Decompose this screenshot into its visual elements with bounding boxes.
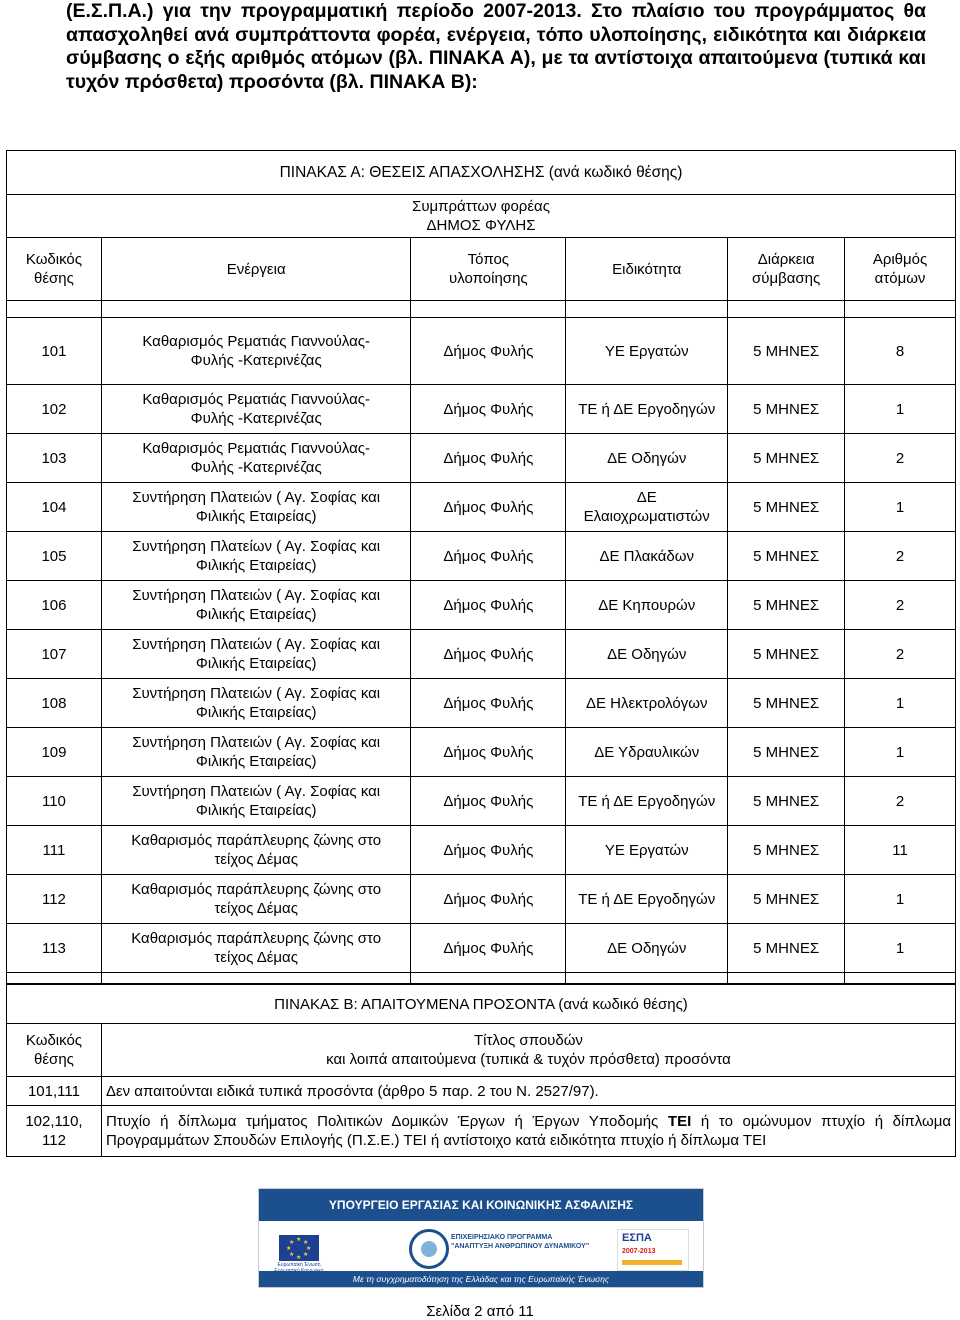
table-row — [7, 924, 956, 973]
header-activity: Ενέργεια — [101, 238, 411, 301]
specialty-cell: ΔΕ Οδηγών — [566, 630, 728, 679]
duration-cell: 5 ΜΗΝΕΣ — [728, 728, 845, 777]
activity-cell: Συντήρηση Πλατειών ( Αγ. Σοφίας και Φιλικής Εταιρείας) — [101, 630, 411, 679]
table-b-header-row — [7, 1024, 956, 1077]
espa-label: ΕΣΠΑ — [622, 1232, 652, 1244]
duration-cell: 5 ΜΗΝΕΣ — [728, 630, 845, 679]
qualification-text: Πτυχίο ή δίπλωμα τμήματος Πολιτικών Δομικών Έργων ή Έργων Υποδομής ΤΕΙ ή το ομώνυμον πτυχίο ή δίπλωμα Προγραμμάτων Σπουδών Επιλογής (Π.Σ.Ε.) ΤΕΙ ή αντίστοιχο κατά ειδικότητα πτυχίο ή δίπλωμα ΤΕΙ — [101, 1106, 955, 1157]
count-cell: 2 — [845, 434, 956, 483]
duration-cell: 5 ΜΗΝΕΣ — [728, 875, 845, 924]
table-row — [7, 434, 956, 483]
place-cell: Δήμος Φυλής — [411, 318, 566, 385]
place-cell: Δήμος Φυλής — [411, 581, 566, 630]
cofunding-text: Με τη συγχρηματοδότηση της Ελλάδας και της Ευρωπαϊκής Ένωσης — [259, 1271, 703, 1287]
table-row — [7, 728, 956, 777]
table-a-positions — [6, 150, 956, 984]
table-a-header-row — [7, 238, 956, 301]
program-emblem-icon — [409, 1229, 449, 1269]
header-duration: Διάρκεια σύμβασης — [728, 238, 845, 301]
specialty-cell: ΔΕ Οδηγών — [566, 434, 728, 483]
specialty-cell: ΥΕ Εργατών — [566, 826, 728, 875]
position-code: 104 — [7, 483, 102, 532]
ministry-title: ΥΠΟΥΡΓΕΙΟ ΕΡΓΑΣΙΑΣ ΚΑΙ ΚΟΙΝΩΝΙΚΗΣ ΑΣΦΑΛΙΣΗΣ — [259, 1189, 703, 1221]
specialty-cell: ΔΕ Ελαιοχρωματιστών — [566, 483, 728, 532]
place-cell: Δήμος Φυλής — [411, 924, 566, 973]
count-cell: 1 — [845, 679, 956, 728]
duration-cell: 5 ΜΗΝΕΣ — [728, 385, 845, 434]
table-row — [7, 1077, 956, 1106]
partner-name: ΔΗΜΟΣ ΦΥΛΗΣ — [426, 217, 536, 234]
count-cell: 8 — [845, 318, 956, 385]
count-cell: 2 — [845, 630, 956, 679]
table-row — [7, 581, 956, 630]
position-code: 102 — [7, 385, 102, 434]
duration-cell: 5 ΜΗΝΕΣ — [728, 826, 845, 875]
program-name: ΕΠΙΧΕΙΡΗΣΙΑΚΟ ΠΡΟΓΡΑΜΜΑ "ΑΝΑΠΤΥΞΗ ΑΝΘΡΩΠΙΝΟΥ ΔΥΝΑΜΙΚΟΥ" — [451, 1234, 590, 1250]
qualification-text: Δεν απαιτούνται ειδικά τυπικά προσόντα (άρθρο 5 παρ. 2 του Ν. 2527/97). — [101, 1077, 955, 1106]
table-b-header-requirements: Τίτλος σπουδών και λοιπά απαιτούμενα (τυπικά & τυχόν πρόσθετα) προσόντα — [101, 1024, 955, 1077]
activity-cell: Καθαρισμός Ρεματιάς Γιαννούλας- Φυλής -Κατερινέζας — [101, 385, 411, 434]
position-code: 103 — [7, 434, 102, 483]
position-code: 106 — [7, 581, 102, 630]
specialty-cell: ΔΕ Πλακάδων — [566, 532, 728, 581]
activity-cell: Καθαρισμός παράπλευρης ζώνης στο τείχος Δέμας — [101, 826, 411, 875]
place-cell: Δήμος Φυλής — [411, 777, 566, 826]
activity-cell: Συντήρηση Πλατειών ( Αγ. Σοφίας και Φιλικής Εταιρείας) — [101, 483, 411, 532]
table-a-partner — [7, 195, 956, 238]
table-row — [7, 777, 956, 826]
place-cell: Δήμος Φυλής — [411, 875, 566, 924]
count-cell: 2 — [845, 777, 956, 826]
count-cell: 1 — [845, 385, 956, 434]
activity-cell: Συντήρηση Πλατειών ( Αγ. Σοφίας και Φιλικής Εταιρείας) — [101, 679, 411, 728]
specialty-cell: ΤΕ ή ΔΕ Εργοδηγών — [566, 777, 728, 826]
activity-cell: Καθαρισμός παράπλευρης ζώνης στο τείχος Δέμας — [101, 875, 411, 924]
specialty-cell: ΔΕ Κηπουρών — [566, 581, 728, 630]
count-cell: 11 — [845, 826, 956, 875]
tei-emphasis: ΤΕΙ — [667, 1113, 692, 1130]
table-row — [7, 318, 956, 385]
table-row — [7, 1106, 956, 1157]
header-specialty: Ειδικότητα — [566, 238, 728, 301]
duration-cell: 5 ΜΗΝΕΣ — [728, 777, 845, 826]
duration-cell: 5 ΜΗΝΕΣ — [728, 318, 845, 385]
duration-cell: 5 ΜΗΝΕΣ — [728, 679, 845, 728]
count-cell: 2 — [845, 581, 956, 630]
specialty-cell: ΔΕ Οδηγών — [566, 924, 728, 973]
count-cell: 1 — [845, 728, 956, 777]
activity-cell: Καθαρισμός παράπλευρης ζώνης στο τείχος Δέμας — [101, 924, 411, 973]
intro-paragraph — [66, 0, 926, 94]
intro-text: (Ε.Σ.Π.Α.) για την προγραμματική περίοδο 2007-2013. Στο πλαίσιο του προγράμματος θα απασχοληθεί ανά συμπράττοντα φορέα, ενέργεια, τόπο υλοποίησης, ειδικότητα και διάρκεια σύμβασης ο εξής αριθμός ατόμων (βλ. ΠΙΝΑΚΑ Α), με τα αντίστοιχα απαιτούμενα (τυπικά και τυχόν πρόσθετα) προσόντα (βλ. ΠΙΝΑΚΑ Β): — [66, 0, 926, 93]
cofunding-logo-banner — [258, 1188, 704, 1288]
count-cell: 2 — [845, 532, 956, 581]
place-cell: Δήμος Φυλής — [411, 728, 566, 777]
table-b-qualifications — [6, 984, 956, 1157]
position-code: 107 — [7, 630, 102, 679]
page-number: Σελίδα 2 από 11 — [426, 1303, 534, 1320]
specialty-cell: ΔΕ Υδραυλικών — [566, 728, 728, 777]
espa-years: 2007-2013 — [622, 1248, 656, 1255]
place-cell: Δήμος Φυλής — [411, 630, 566, 679]
specialty-cell: ΥΕ Εργατών — [566, 318, 728, 385]
duration-cell: 5 ΜΗΝΕΣ — [728, 434, 845, 483]
qualification-code: 102,110, 112 — [7, 1106, 102, 1157]
specialty-cell: ΤΕ ή ΔΕ Εργοδηγών — [566, 875, 728, 924]
place-cell: Δήμος Φυλής — [411, 434, 566, 483]
place-cell: Δήμος Φυλής — [411, 385, 566, 434]
position-code: 105 — [7, 532, 102, 581]
activity-cell: Καθαρισμός Ρεματιάς Γιαννούλας- Φυλής -Κατερινέζας — [101, 434, 411, 483]
table-row — [7, 385, 956, 434]
specialty-cell: ΔΕ Ηλεκτρολόγων — [566, 679, 728, 728]
activity-cell: Καθαρισμός Ρεματιάς Γιαννούλας- Φυλής -Κατερινέζας — [101, 318, 411, 385]
table-row — [7, 532, 956, 581]
espa-bar-icon — [622, 1260, 682, 1265]
count-cell: 1 — [845, 924, 956, 973]
place-cell: Δήμος Φυλής — [411, 826, 566, 875]
duration-cell: 5 ΜΗΝΕΣ — [728, 483, 845, 532]
table-row — [7, 679, 956, 728]
duration-cell: 5 ΜΗΝΕΣ — [728, 581, 845, 630]
eu-flag-icon: ★ ★ ★ ★ ★ ★ ★ ★ — [279, 1235, 319, 1261]
count-cell: 1 — [845, 483, 956, 532]
position-code: 109 — [7, 728, 102, 777]
activity-cell: Συντήρηση Πλατείων ( Αγ. Σοφίας και Φιλικής Εταιρείας) — [101, 532, 411, 581]
position-code: 108 — [7, 679, 102, 728]
position-code: 113 — [7, 924, 102, 973]
header-count: Αριθμός ατόμων — [845, 238, 956, 301]
specialty-cell: ΤΕ ή ΔΕ Εργοδηγών — [566, 385, 728, 434]
table-row — [7, 875, 956, 924]
position-code: 112 — [7, 875, 102, 924]
count-cell: 1 — [845, 875, 956, 924]
position-code: 110 — [7, 777, 102, 826]
place-cell: Δήμος Φυλής — [411, 679, 566, 728]
header-place: Τόπος υλοποίησης — [411, 238, 566, 301]
activity-cell: Συντήρηση Πλατειών ( Αγ. Σοφίας και Φιλικής Εταιρείας) — [101, 728, 411, 777]
position-code: 101 — [7, 318, 102, 385]
place-cell: Δήμος Φυλής — [411, 483, 566, 532]
duration-cell: 5 ΜΗΝΕΣ — [728, 924, 845, 973]
espa-logo — [617, 1229, 689, 1271]
activity-cell: Συντήρηση Πλατειών ( Αγ. Σοφίας και Φιλικής Εταιρείας) — [101, 777, 411, 826]
table-b-title: ΠΙΝΑΚΑΣ Β: ΑΠΑΙΤΟΥΜΕΝΑ ΠΡΟΣΟΝΤΑ (ανά κωδικό θέσης) — [7, 985, 956, 1024]
table-b-header-code: Κωδικός θέσης — [7, 1024, 102, 1077]
qualification-code: 101,111 — [7, 1077, 102, 1106]
table-row — [7, 630, 956, 679]
table-row — [7, 483, 956, 532]
table-row — [7, 826, 956, 875]
header-code: Κωδικός θέσης — [7, 238, 102, 301]
activity-cell: Συντήρηση Πλατειών ( Αγ. Σοφίας και Φιλικής Εταιρείας) — [101, 581, 411, 630]
duration-cell: 5 ΜΗΝΕΣ — [728, 532, 845, 581]
table-a-title: ΠΙΝΑΚΑΣ Α: ΘΕΣΕΙΣ ΑΠΑΣΧΟΛΗΣΗΣ (ανά κωδικό θέσης) — [7, 151, 956, 195]
position-code: 111 — [7, 826, 102, 875]
eu-caption: Ευρωπαϊκή Ένωση — [277, 1262, 321, 1268]
place-cell: Δήμος Φυλής — [411, 532, 566, 581]
partner-label: Συμπράττων φορέας — [412, 198, 550, 215]
